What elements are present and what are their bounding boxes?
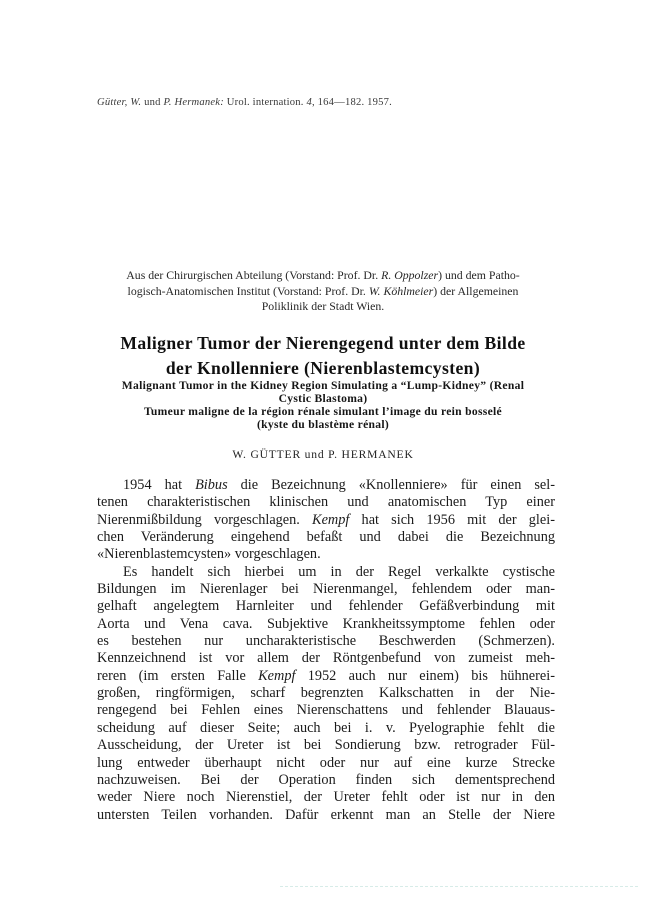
text-line: nachzuweisen. Bei der Operation finden sich dementsprechend	[97, 771, 555, 788]
text-line: Malignant Tumor in the Kidney Region Simulating a “Lump-Kidney” (Renal	[121, 379, 525, 392]
text-line: scheidung auf dieser Seite; auch bei i. v. Pyelographie fehlt die	[97, 719, 555, 736]
text-line: es bestehen nur uncharakteristische Beschwerden (Schmerzen).	[97, 633, 555, 650]
text-line: rengegend bei Fehlen eines Nierenschattens und fehlender Blauaus-	[97, 702, 555, 719]
text-line: Aus der Chirurgischen Abteilung (Vorstand: Prof. Dr. R. Oppolzer) und dem Patho-	[126, 268, 520, 282]
text-line: gelhaft angelegtem Harnleiter und fehlender Gefäßverbindung mit	[97, 598, 555, 615]
article-title-french	[68, 405, 578, 431]
text-line: Ausscheidung, der Ureter ist bei Sondierung bzw. retrograder Fül-	[97, 737, 555, 754]
text-line: Kennzeichnend ist vor allem der Röntgenbefund von zumeist meh-	[97, 650, 555, 667]
text-line: Cystic Blastoma)	[278, 392, 368, 406]
text-line: logisch-Anatomischen Institut (Vorstand: Prof. Dr. W. Köhlmeier) der Allgemeinen	[127, 283, 519, 298]
text-line: «Nierenblastemcysten» vorgeschlagen.	[97, 546, 321, 563]
text-line: Aorta und Vena cava. Subjektive Krankheitssymptome fehlen oder	[97, 615, 555, 632]
running-head-citation: Gütter, W. und P. Hermanek: Urol. internation. 4, 164—182. 1957.	[97, 97, 392, 108]
text-line: lung entweder überhaupt nicht oder nur auf eine kurze Strecke	[97, 754, 555, 771]
text-line: der Knollenniere (Nierenblastemcysten)	[165, 358, 481, 378]
text-line: tenen charakteristischen klinischen und anatomischen Typ einer	[97, 494, 555, 511]
text-line: Es handelt sich hierbei um in der Regel verkalkte cystische	[123, 563, 555, 580]
text-line: Poliklinik der Stadt Wien.	[261, 299, 385, 314]
text-line: reren (im ersten Falle Kempf 1952 auch nur einem) bis hühnerei-	[97, 667, 555, 684]
text-line: Nierenmißbildung vorgeschlagen. Kempf hat sich 1956 mit der glei-	[97, 511, 555, 528]
text-line: Bildungen im Nierenlager bei Nierenmangel, fehlendem oder man-	[97, 581, 555, 598]
affiliation	[88, 268, 558, 315]
text-line: (kyste du blastème rénal)	[256, 418, 390, 432]
scan-artifact-line	[280, 886, 638, 887]
text-line: untersten Teilen vorhanden. Dafür erkennt man an Stelle der Niere	[97, 806, 555, 823]
text-line: Maligner Tumor der Nierengegend unter dem Bilde	[120, 333, 526, 353]
article-title-english	[68, 379, 578, 405]
authors-line: W. GÜTTER und P. HERMANEK	[232, 448, 414, 461]
text-line: weder Niere noch Nierenstiel, der Ureter fehlt oder ist nur in den	[97, 789, 555, 806]
text-line: großen, ringförmigen, scharf begrenzten Kalkschatten in der Nie-	[97, 685, 555, 702]
article-title-german	[58, 331, 588, 381]
text-line: Tumeur maligne de la région rénale simulant l’image du rein bosselé	[143, 405, 503, 418]
text-line: chen Veränderung eingehend befaßt und dabei die Bezeichnung	[97, 529, 555, 546]
article-body	[97, 477, 555, 824]
text-line: 1954 hat Bibus die Bezeichnung «Knollenniere» für einen sel-	[123, 477, 555, 493]
